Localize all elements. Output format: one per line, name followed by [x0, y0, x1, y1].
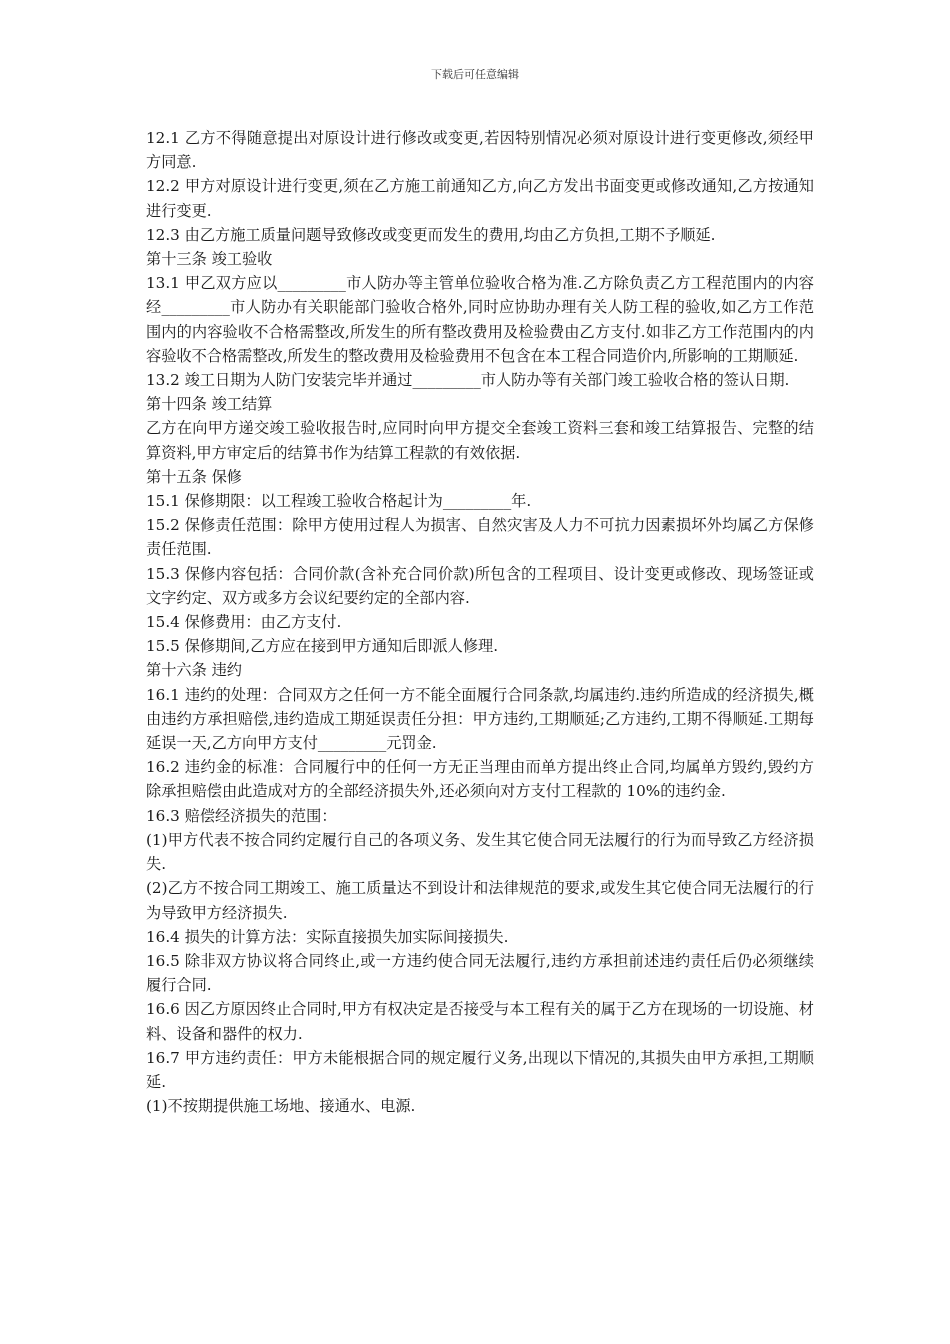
- clause-13-1: 13.1 甲乙双方应以_________市人防办等主管单位验收合格为准.乙方除负责乙方工程范围内的内容经_________市人防办有关职能部门验收合格外,同时应协助办理有关人防工程的验收,如乙方工作范围内的内容验收不合格需整改,所发生的所有整改费用及检验费由乙方支付.如非乙方工作范围内的内容验收不合格需整改,所发生的整改费用及检验费用不包含在本工程合同造价内,所影响的工期顺延.: [146, 274, 814, 365]
- clause-16-5: 16.5 除非双方协议将合同终止,或一方违约使合同无法履行,违约方承担前述违约责任后仍必须继续履行合同.: [146, 951, 814, 995]
- clause-12-1: 12.1 乙方不得随意提出对原设计进行修改或变更,若因特别情况必须对原设计进行变更修改,须经甲方同意.: [146, 129, 814, 172]
- clause-16-7: 16.7 甲方违约责任：甲方未能根据合同的规定履行义务,出现以下情况的,其损失由甲方承担,工期顺延.: [146, 1048, 814, 1091]
- clause-13-2: 13.2 竣工日期为人防门安装完毕并通过_________市人防办等有关部门竣工验收合格的签认日期.: [146, 371, 790, 390]
- article-14-heading: 第十四条 竣工结算: [146, 395, 273, 414]
- clause-15-5: 15.5 保修期间,乙方应在接到甲方通知后即派人修理.: [146, 637, 499, 656]
- header-note: 下载后可任意编辑: [431, 68, 519, 81]
- clause-15-1: 15.1 保修期限：以工程竣工验收合格起计为_________年.: [146, 492, 532, 511]
- clause-16-2: 16.2 违约金的标准：合同履行中的任何一方无正当理由而单方提出终止合同,均属单方毁约,毁约方除承担赔偿由此造成对方的全部经济损失外,还必须向对方支付工程款的 10%的违约金.: [146, 758, 814, 801]
- clause-16-6: 16.6 因乙方原因终止合同时,甲方有权决定是否接受与本工程有关的属于乙方在现场的一切设施、材料、设备和器件的权力.: [146, 1000, 814, 1043]
- clause-15-4: 15.4 保修费用：由乙方支付.: [146, 613, 342, 632]
- article-14-body: 乙方在向甲方递交竣工验收报告时,应同时向甲方提交全套竣工资料三套和竣工结算报告、完整的结算资料,甲方审定后的结算书作为结算工程款的有效依据.: [146, 419, 814, 462]
- clause-16-4: 16.4 损失的计算方法：实际直接损失加实际间接损失.: [146, 927, 509, 946]
- clause-16-1: 16.1 违约的处理：合同双方之任何一方不能全面履行合同条款,均属违约.违约所造成的经济损失,概由违约方承担赔偿,违约造成工期延误责任分担：甲方违约,工期顺延;乙方违约,工期不得顺延.工期每延误一天,乙方向甲方支付_________元罚金.: [146, 685, 814, 753]
- clause-15-3: 15.3 保修内容包括：合同价款(含补充合同价款)所包含的工程项目、设计变更或修改、现场签证或文字约定、双方或多方会议纪要约定的全部内容.: [146, 564, 814, 607]
- document-body: [142, 126, 814, 1118]
- article-13-heading: 第十三条 竣工验收: [146, 250, 273, 269]
- clause-16-7-item-1: (1)不按期提供施工场地、接通水、电源.: [146, 1097, 416, 1116]
- clause-12-3: 12.3 由乙方施工质量问题导致修改或变更而发生的费用,均由乙方负担,工期不予顺延.: [146, 225, 716, 244]
- clause-16-3-item-1: (1)甲方代表不按合同约定履行自己的各项义务、发生其它使合同无法履行的行为而导致乙方经济损失.: [146, 830, 814, 874]
- article-16-heading: 第十六条 违约: [146, 661, 242, 680]
- clause-16-3-item-2: (2)乙方不按合同工期竣工、施工质量达不到设计和法律规范的要求,或发生其它使合同无法履行的行为导致甲方经济损失.: [146, 879, 814, 922]
- clause-16-3: 16.3 赔偿经济损失的范围：: [146, 806, 337, 825]
- article-15-heading: 第十五条 保修: [146, 467, 242, 486]
- clause-12-2: 12.2 甲方对原设计进行变更,须在乙方施工前通知乙方,向乙方发出书面变更或修改通知,乙方按通知进行变更.: [146, 177, 814, 220]
- clause-15-2: 15.2 保修责任范围：除甲方使用过程人为损害、自然灾害及人力不可抗力因素损坏外均属乙方保修责任范围.: [146, 516, 814, 559]
